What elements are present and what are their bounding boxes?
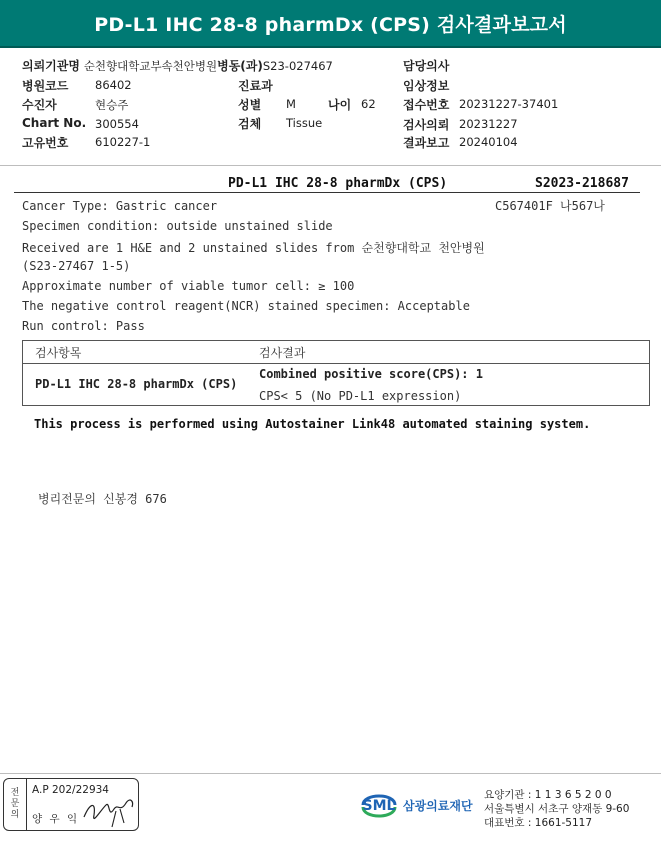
tumor-cell-line: Approximate number of viable tumor cell: ≥ 100 — [22, 279, 355, 293]
sml-logo-text: SML — [362, 798, 396, 814]
hospital-code-label: 병원코드 — [22, 79, 69, 93]
test-item: PD-L1 IHC 28-8 pharmDx (CPS) — [35, 377, 238, 391]
org-name: 삼광의료재단 — [403, 799, 473, 813]
sex-value: M — [286, 97, 296, 111]
clinical-info-label: 임상정보 — [403, 79, 450, 93]
receipt-no-value: 20231227-37401 — [459, 97, 559, 111]
result-table-header — [23, 341, 649, 364]
hospital-code-value: 86402 — [95, 78, 132, 92]
care-institution-number: 요양기관 : 1 1 3 6 5 2 0 0 — [484, 789, 612, 801]
received-line: Received are 1 H&E and 2 unstained slides from 순천향대학교 천안병원 — [22, 241, 485, 255]
cps-interpretation: CPS< 5 (No PD-L1 expression) — [259, 389, 462, 403]
control-reagent-line: The negative control reagent(NCR) stained specimen: Acceptable — [22, 299, 470, 313]
recipient-label: 수진자 — [22, 98, 57, 112]
request-date-value: 20231227 — [459, 117, 518, 131]
pathologist-signature: 병리전문의 신봉경 676 — [38, 492, 167, 506]
report-title: PD-L1 IHC 28-8 pharmDx (CPS) 검사결과보고서 — [0, 0, 661, 48]
ward-label: 병동(과) — [217, 59, 263, 73]
cancer-type-line: Cancer Type: Gastric cancer — [22, 199, 218, 213]
unique-no-label: 고유번호 — [22, 136, 69, 150]
specimen-label: 검체 — [238, 117, 262, 131]
sex-label: 성별 — [238, 98, 262, 112]
test-title: PD-L1 IHC 28-8 pharmDx (CPS) — [228, 176, 448, 191]
title-underline — [14, 192, 640, 193]
col-item-header: 검사항목 — [35, 346, 82, 360]
run-control-line: Run control: Pass — [22, 319, 145, 333]
report-date-value: 20240104 — [459, 135, 518, 149]
ward-value: S23-027467 — [262, 59, 333, 73]
chart-no-value: 300554 — [95, 117, 139, 131]
receipt-no-label: 접수번호 — [403, 98, 450, 112]
stamp-physician-name: 양 우 익 — [32, 813, 80, 825]
process-note: This process is performed using Autostainer Link48 automated staining system. — [34, 417, 591, 431]
case-number: S2023-218687 — [535, 176, 629, 191]
chart-no-label: Chart No. — [22, 116, 87, 130]
sml-logo-mark — [357, 785, 401, 825]
company-address: 서울특별시 서초구 양재동 9-60 — [484, 803, 630, 815]
age-value: 62 — [361, 97, 376, 111]
col-result-header: 검사결과 — [259, 346, 306, 360]
handwritten-signature — [80, 793, 138, 829]
company-phone: 대표번호 : 1661-5117 — [484, 817, 593, 829]
report-date-label: 결과보고 — [403, 136, 450, 150]
sml-logo — [357, 785, 477, 825]
cps-score: Combined positive score(CPS): 1 — [259, 367, 483, 381]
unique-no-value: 610227-1 — [95, 135, 151, 149]
footer-divider — [0, 773, 661, 774]
department-label: 진료과 — [238, 79, 273, 93]
request-date-label: 검사의뢰 — [403, 118, 450, 132]
result-table — [22, 340, 650, 406]
doctor-label: 담당의사 — [403, 59, 450, 73]
slide-id-line: (S23-27467 1-5) — [22, 259, 131, 273]
institution-row — [22, 57, 333, 74]
institution-value: 순천향대학교부속천안병원 — [83, 59, 218, 73]
physician-stamp — [3, 778, 139, 831]
age-label: 나이 — [328, 98, 352, 112]
specimen-value: Tissue — [286, 116, 323, 130]
institution-label: 의뢰기관명 — [22, 59, 80, 73]
stamp-side-label: 전 문 의 — [4, 779, 27, 830]
stamp-ap-number: A.P 202/22934 — [32, 784, 109, 796]
info-divider — [0, 165, 661, 166]
recipient-value: 현승주 — [95, 98, 129, 112]
reference-code: C567401F 나567나 — [495, 199, 605, 213]
specimen-condition-line: Specimen condition: outside unstained slide — [22, 219, 333, 233]
